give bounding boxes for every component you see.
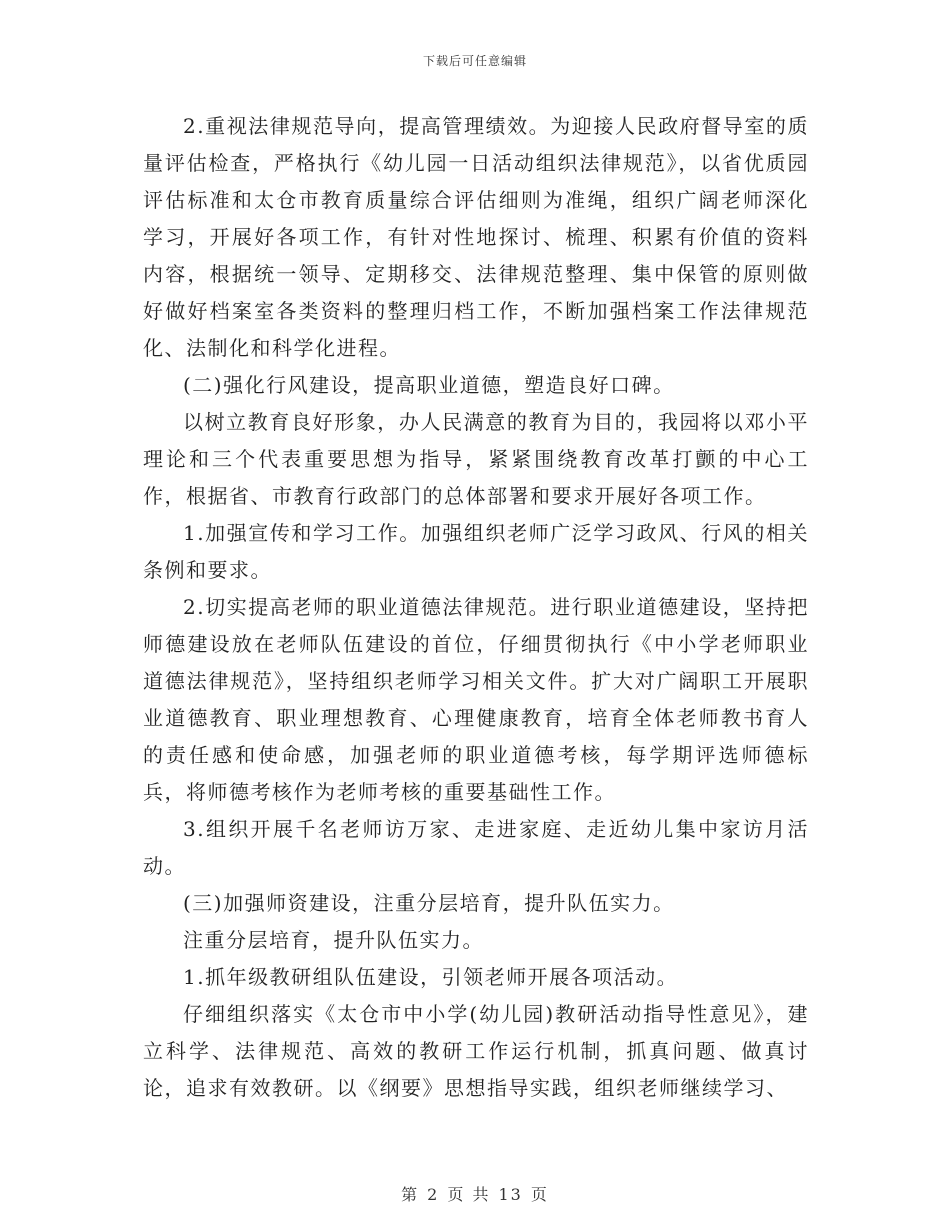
paragraph: 1.抓年级教研组队伍建设，引领老师开展各项活动。	[183, 965, 679, 989]
document-body	[143, 108, 809, 1107]
paragraph: 以树立教育良好形象，办人民满意的教育为目的，我园将以邓小平理论和三个代表重要思想为指导，紧紧围绕教育改革打颤的中心工作，根据省、市教育行政部门的总体部署和要求开展好各项工作。	[143, 410, 809, 508]
footer-suffix: 页	[530, 1185, 549, 1204]
paragraph: 3.组织开展千名老师访万家、走进家庭、走近幼儿集中家访月活动。	[143, 817, 809, 878]
section-heading: (二)强化行风建设，提高职业道德，塑造良好口碑。	[183, 373, 675, 397]
footer-prefix: 第	[401, 1185, 420, 1204]
header-note: 下载后可任意编辑	[422, 54, 527, 68]
footer-total-pages: 13	[498, 1185, 523, 1204]
footer-page-number: 2	[427, 1185, 440, 1204]
section-heading: (三)加强师资建设，注重分层培育，提升队伍实力。	[183, 891, 675, 915]
page-footer	[0, 1182, 950, 1205]
paragraph: 注重分层培育，提升队伍实力。	[183, 928, 484, 952]
paragraph: 1.加强宣传和学习工作。加强组织老师广泛学习政风、行风的相关条例和要求。	[143, 521, 809, 582]
paragraph: 仔细组织落实《太仓市中小学(幼儿园)教研活动指导性意见》，建立科学、法律规范、高效的教研工作运行机制，抓真问题、做真讨论，追求有效教研。以《纲要》思想指导实践，组织老师继续学习、	[143, 1002, 809, 1100]
paragraph: 2.切实提高老师的职业道德法律规范。进行职业道德建设，坚持把师德建设放在老师队伍建设的首位，仔细贯彻执行《中小学老师职业道德法律规范》，坚持组织老师学习相关文件。扩大对广阔职工开展职业道德教育、职业理想教育、心理健康教育，培育全体老师教书育人的责任感和使命感，加强老师的职业道德考核，每学期评选师德标兵，将师德考核作为老师考核的重要基础性工作。	[143, 595, 809, 804]
paragraph: 2.重视法律规范导向，提高管理绩效。为迎接人民政府督导室的质量评估检查，严格执行《幼儿园一日活动组织法律规范》，以省优质园评估标准和太仓市教育质量综合评估细则为准绳，组织广阔老师深化学习，开展好各项工作，有针对性地探讨、梳理、积累有价值的资料内容，根据统一领导、定期移交、法律规范整理、集中保管的原则做好做好档案室各类资料的整理归档工作，不断加强档案工作法律规范化、法制化和科学化进程。	[143, 114, 809, 360]
footer-mid: 页 共	[447, 1185, 491, 1204]
page-header	[0, 52, 950, 69]
